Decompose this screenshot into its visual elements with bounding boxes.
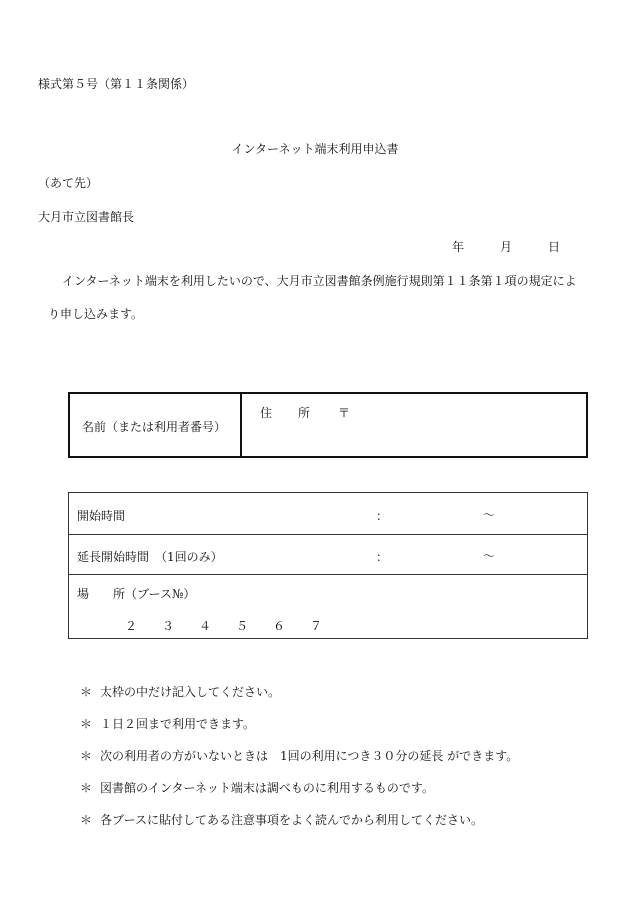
- asterisk-icon: ＊: [80, 717, 93, 731]
- note-text: 図書館のインターネット端末は調べものに利用するものです。: [100, 781, 434, 795]
- start-time-tilde: 〜: [483, 508, 496, 522]
- place-row: [69, 575, 587, 638]
- asterisk-icon: ＊: [80, 813, 93, 827]
- note-item: [80, 715, 518, 747]
- usage-table: [68, 492, 588, 639]
- asterisk-icon: ＊: [80, 749, 93, 763]
- note-text: １日２回まで利用できます。: [100, 717, 256, 731]
- note-item: [80, 683, 518, 715]
- date-line: [452, 238, 560, 255]
- booth-option[interactable]: ７: [310, 619, 323, 633]
- body-text-line-2: り申し込みます。: [48, 307, 144, 321]
- address-cell[interactable]: [260, 404, 350, 421]
- note-item: [80, 747, 518, 779]
- booth-list: [125, 617, 347, 634]
- start-time-colon: ：: [376, 509, 389, 523]
- note-item: [80, 811, 518, 843]
- form-number: 様式第５号（第１１条関係）: [38, 77, 195, 91]
- name-cell[interactable]: [70, 394, 242, 456]
- booth-option[interactable]: ２: [125, 619, 138, 633]
- extension-tilde: 〜: [483, 549, 496, 563]
- note-text: 太枠の中だけ記入してください。: [100, 685, 281, 699]
- name-label: 名前（または利用者番号）: [82, 420, 227, 434]
- asterisk-icon: ＊: [80, 781, 93, 795]
- place-label: 場 所（ブース№）: [77, 587, 196, 601]
- extension-label: 延長開始時間 （1回のみ）: [77, 550, 223, 564]
- addressee-name: 大月市立図書館長: [38, 210, 135, 224]
- start-time-label: 開始時間: [77, 509, 126, 523]
- note-text: 次の利用者の方がいないときは 1回の利用につき３０分の延長 ができます。: [100, 749, 519, 763]
- addressee-label: （あて先）: [38, 176, 99, 190]
- date-day: 日: [548, 240, 561, 254]
- address-label-2: 所: [298, 406, 311, 420]
- note-item: [80, 779, 518, 811]
- date-year: 年: [452, 240, 465, 254]
- notes-list: [80, 683, 518, 843]
- page-title: インターネット端末利用申込書: [231, 142, 399, 156]
- applicant-box: [68, 392, 588, 458]
- start-time-row[interactable]: [69, 493, 587, 535]
- postal-mark: 〒: [338, 406, 351, 420]
- extension-colon: ：: [376, 550, 389, 564]
- asterisk-icon: ＊: [80, 685, 93, 699]
- body-text-line-1: インターネット端末を利用したいので、大月市立図書館条例施行規則第１１条第１項の規定によ: [62, 274, 577, 288]
- booth-option[interactable]: ６: [273, 619, 286, 633]
- extension-row[interactable]: [69, 534, 587, 575]
- date-month: 月: [500, 240, 513, 254]
- address-label-1: 住: [260, 406, 273, 420]
- booth-option[interactable]: ３: [162, 619, 175, 633]
- booth-option[interactable]: ５: [236, 619, 249, 633]
- note-text: 各ブースに貼付してある注意事項をよく読んでから利用してください。: [100, 813, 484, 827]
- booth-option[interactable]: ４: [199, 619, 212, 633]
